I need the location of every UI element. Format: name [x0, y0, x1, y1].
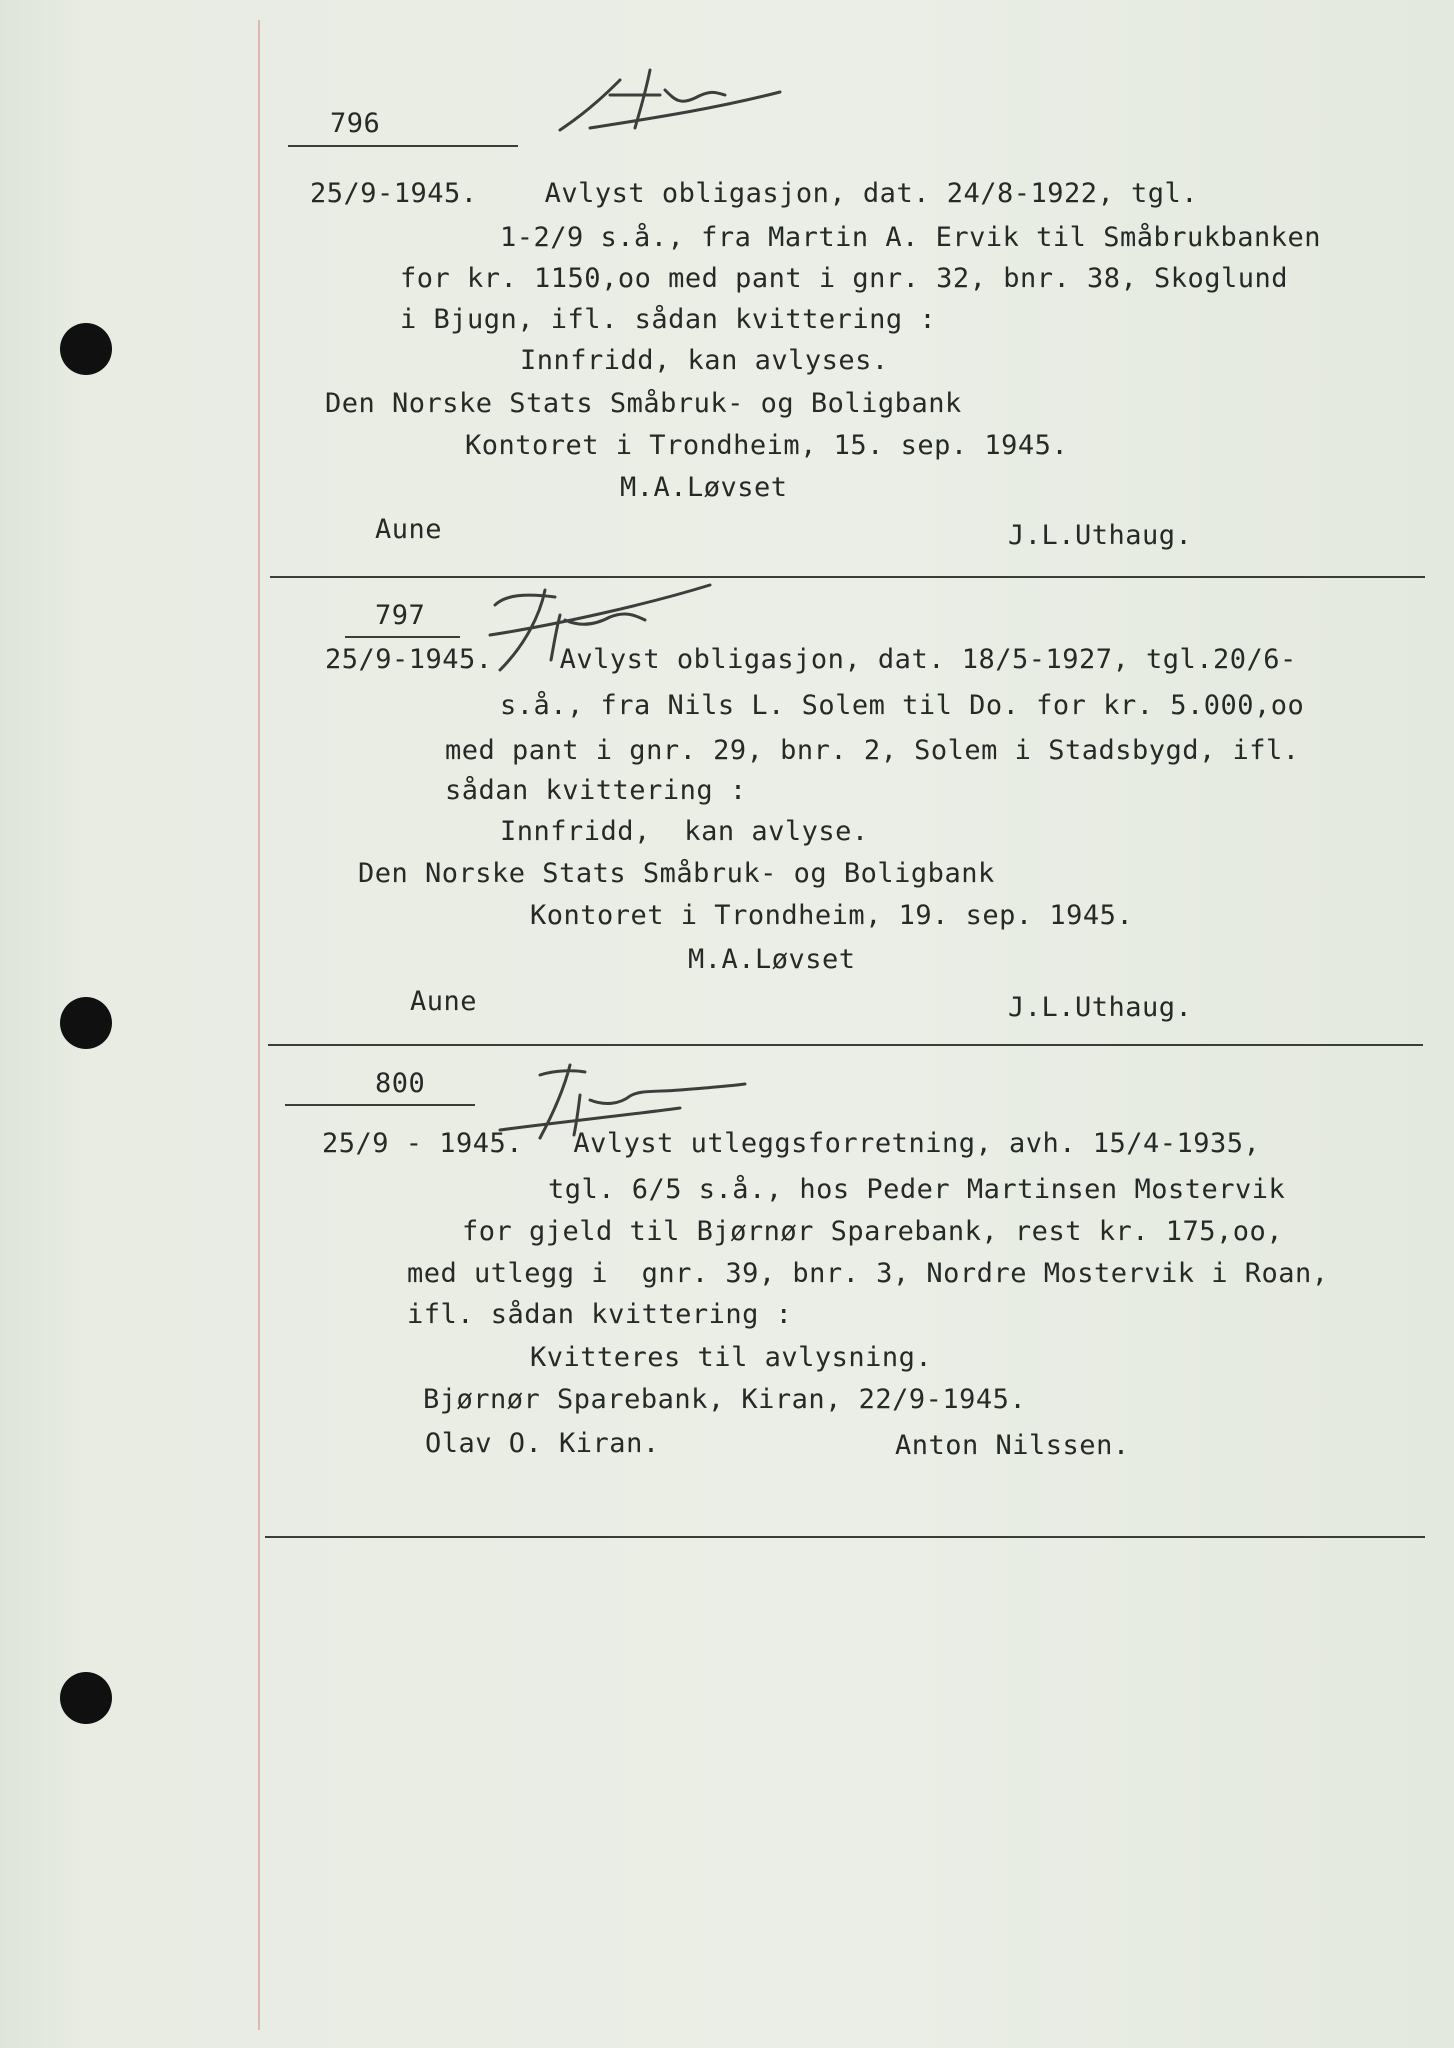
entry-line: 25/9-1945. Avlyst obligasjon, dat. 18/5-1927, tgl.20/6- — [325, 644, 1297, 675]
entry-number: 797 — [375, 600, 426, 631]
punch-hole — [60, 1672, 112, 1724]
entry-divider — [270, 576, 1425, 578]
entry-divider — [268, 1044, 1423, 1046]
entry-line: Bjørnør Sparebank, Kiran, 22/9-1945. — [423, 1384, 1027, 1415]
entry-line: Den Norske Stats Småbruk- og Boligbank — [325, 388, 962, 419]
margin-line — [258, 20, 260, 2030]
entry-line: Innfridd, kan avlyses. — [520, 345, 889, 376]
punch-hole — [60, 997, 112, 1049]
entry-line: Kvitteres til avlysning. — [530, 1342, 933, 1373]
entry-line: s.å., fra Nils L. Solem til Do. for kr. 5.000,oo — [500, 690, 1305, 721]
entry-line: 25/9-1945. Avlyst obligasjon, dat. 24/8-1922, tgl. — [310, 178, 1199, 209]
entry-line: Innfridd, kan avlyse. — [500, 816, 869, 847]
entry-line: M.A.Løvset — [620, 472, 788, 503]
entry-number-rule — [345, 636, 460, 638]
entry-line: med utlegg i gnr. 39, bnr. 3, Nordre Mostervik i Roan, — [407, 1258, 1329, 1289]
entry-line: J.L.Uthaug. — [1008, 520, 1193, 551]
entry-line: Olav O. Kiran. — [425, 1428, 660, 1459]
entry-line: med pant i gnr. 29, bnr. 2, Solem i Stadsbygd, ifl. — [445, 735, 1300, 766]
entry-line: Kontoret i Trondheim, 19. sep. 1945. — [530, 900, 1134, 931]
entry-number-rule — [288, 145, 518, 147]
entry-line: for gjeld til Bjørnør Sparebank, rest kr. 175,oo, — [462, 1216, 1284, 1247]
entry-line: i Bjugn, ifl. sådan kvittering : — [400, 304, 937, 335]
entry-line: Aune — [375, 514, 443, 545]
entry-line: M.A.Løvset — [688, 944, 856, 975]
entry-number: 796 — [330, 108, 381, 139]
entry-line: ifl. sådan kvittering : — [407, 1299, 793, 1330]
punch-hole — [60, 323, 112, 375]
entry-line: Den Norske Stats Småbruk- og Boligbank — [358, 858, 995, 889]
entry-number-rule — [285, 1104, 475, 1106]
entry-line: J.L.Uthaug. — [1008, 992, 1193, 1023]
entry-divider — [265, 1536, 1425, 1538]
entry-line: Aune — [410, 986, 478, 1017]
entry-line: for kr. 1150,oo med pant i gnr. 32, bnr. 38, Skoglund — [400, 263, 1289, 294]
entry-line: Anton Nilssen. — [895, 1430, 1130, 1461]
entry-line: 1-2/9 s.å., fra Martin A. Ervik til Småbrukbanken — [500, 222, 1322, 253]
entry-line: tgl. 6/5 s.å., hos Peder Martinsen Mostervik — [548, 1174, 1286, 1205]
initials-signature — [550, 50, 790, 140]
entry-line: Kontoret i Trondheim, 15. sep. 1945. — [465, 430, 1069, 461]
entry-line: 25/9 - 1945. Avlyst utleggsforretning, avh. 15/4-1935, — [322, 1128, 1261, 1159]
entry-line: sådan kvittering : — [445, 775, 747, 806]
entry-number: 800 — [375, 1068, 426, 1099]
